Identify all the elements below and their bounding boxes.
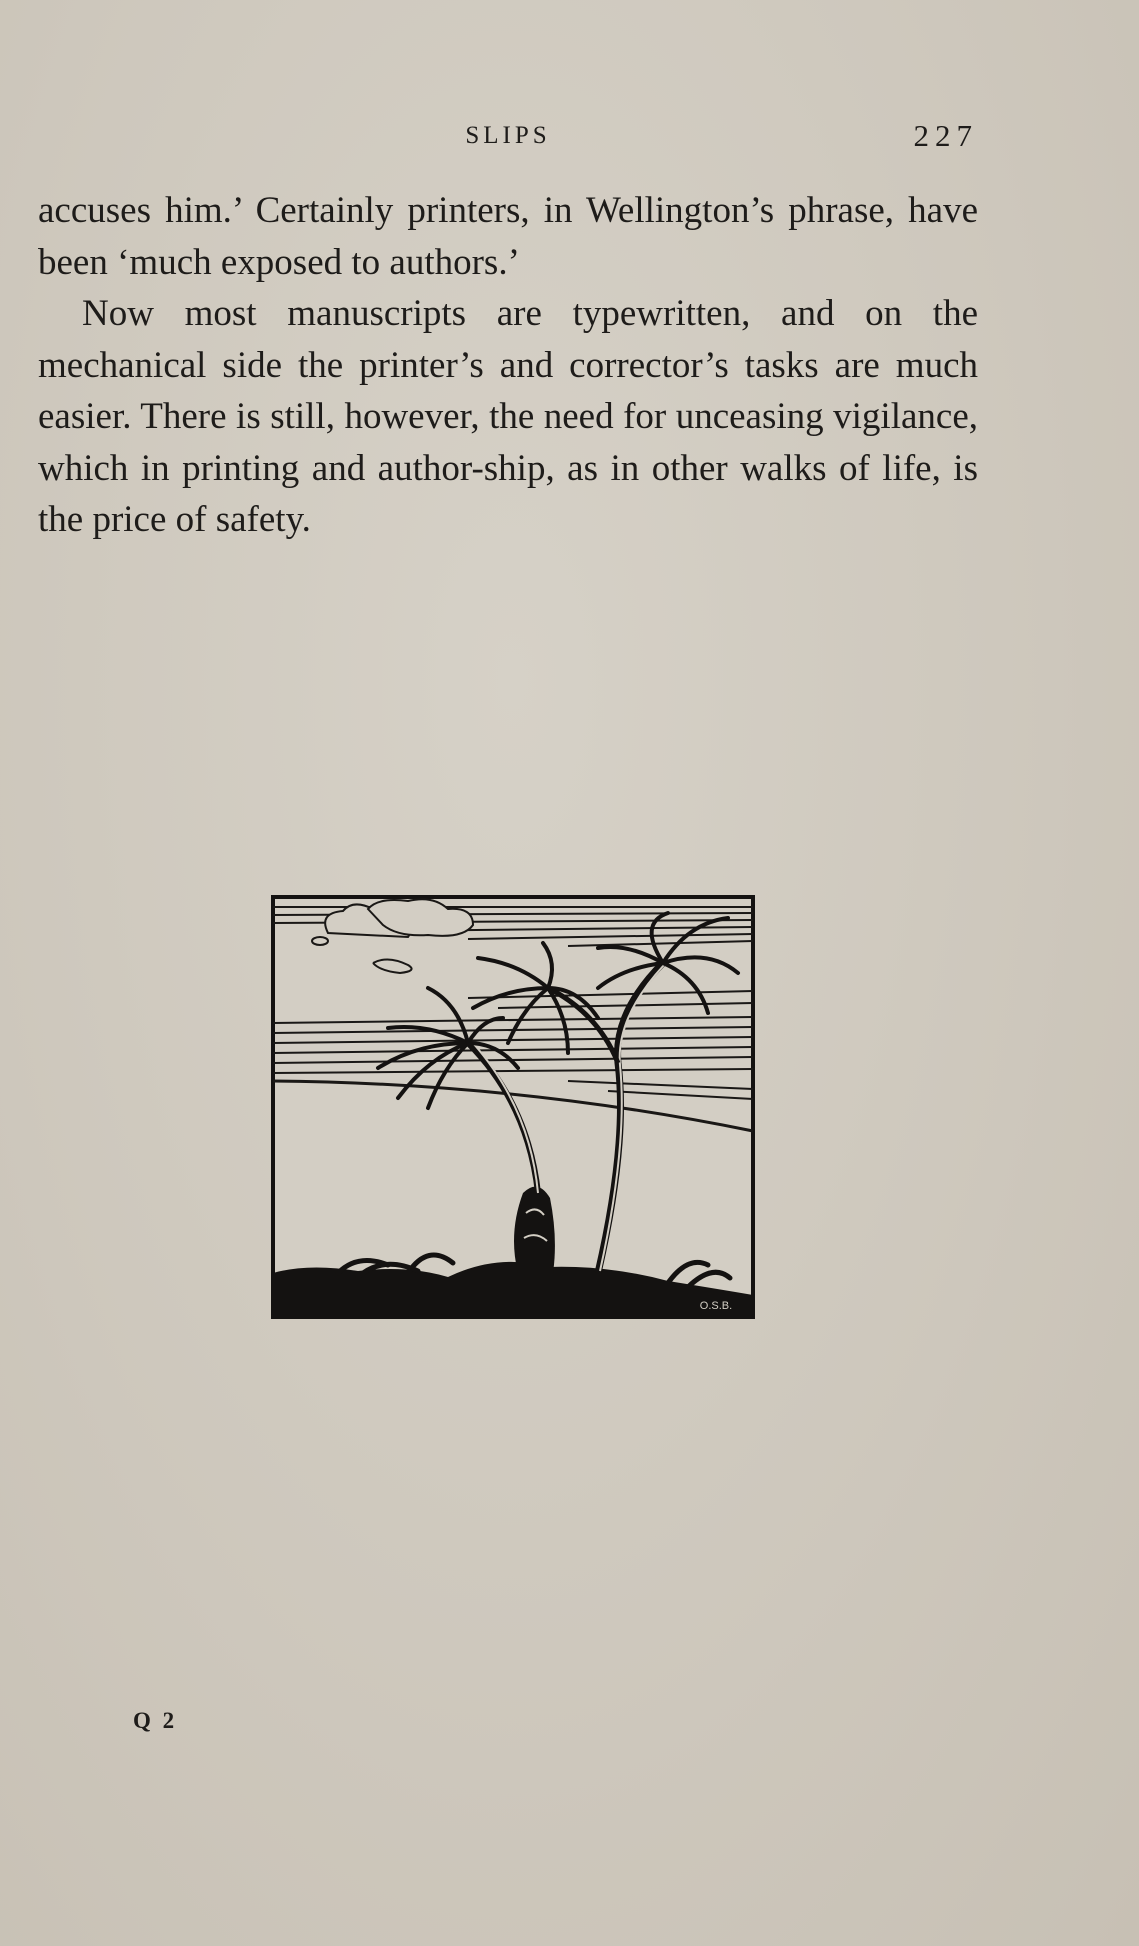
running-head [38,118,978,158]
signature-mark: Q 2 [133,1708,178,1733]
palm-trees-woodcut-illustration [268,893,758,1321]
running-title: SLIPS [465,122,551,149]
paragraph-continued: accuses him.’ Certainly printers, in Wellington’s phrase, have been ‘much exposed to authors.’ [38,190,978,283]
body-text [38,185,978,546]
paragraph: Now most manuscripts are typewritten, and on the mechanical side the printer’s and corrector’s tasks are much easier. There is still, however, the need for unceasing vigilance, which in printing and author-ship, as in other walks of life, is the price of safety. [38,293,978,540]
artist-monogram: O.S.B. [699,1300,733,1312]
page-number: 227 [913,118,978,153]
